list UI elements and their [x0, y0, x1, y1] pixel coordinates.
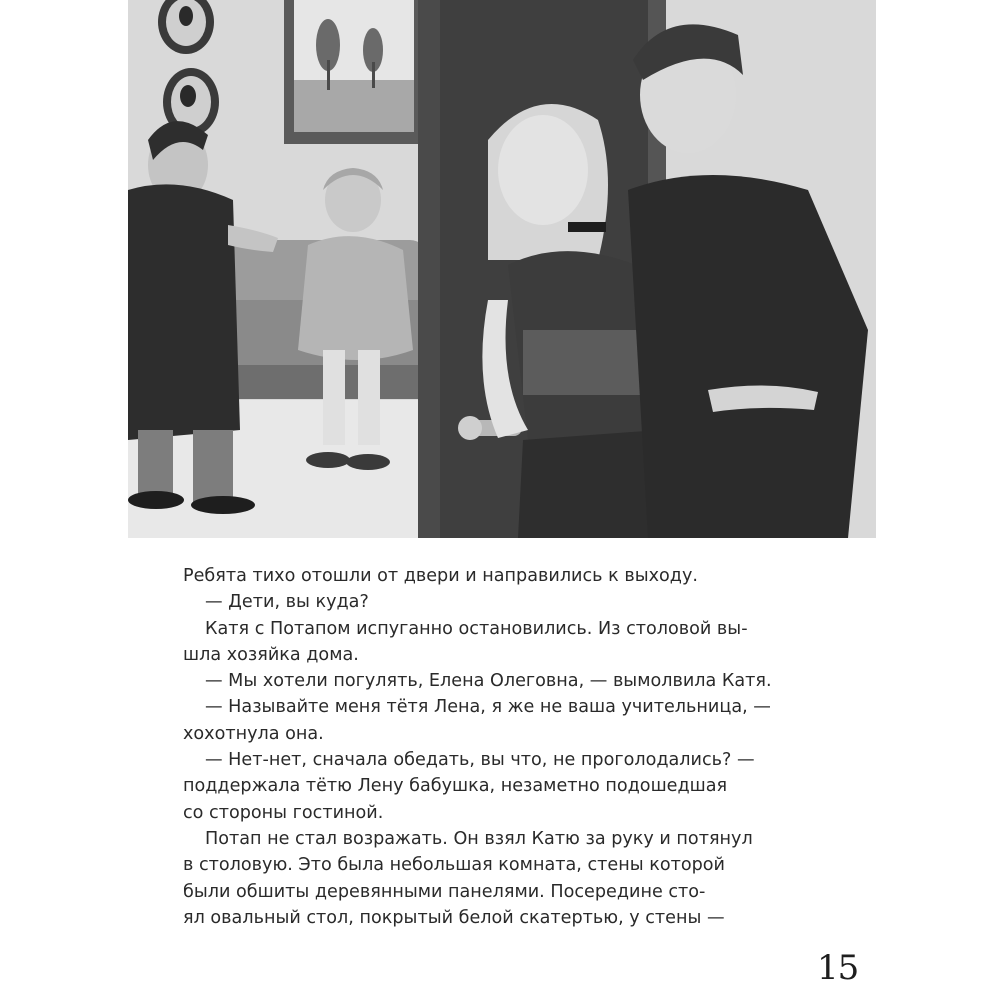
- illustration: [128, 0, 876, 538]
- paragraph-exit-door: [183, 563, 823, 589]
- paragraph-where-children: [183, 589, 823, 615]
- line: в столовую. Это была небольшая комната, стены которой: [183, 855, 725, 876]
- page-number: 15: [817, 948, 859, 988]
- line: ял овальный стол, покрытый белой скатертью, у стены —: [183, 907, 725, 928]
- line: поддержала тётю Лену бабушка, незаметно подошедшая: [183, 776, 728, 797]
- line: — Мы хотели погулять, Елена Олеговна, — вымолвила Катя.: [205, 671, 772, 692]
- story-text: [183, 563, 823, 931]
- paragraph-aunt-lena: [183, 694, 823, 747]
- line: Потап не стал возражать. Он взял Катю за руку и потянул: [205, 828, 753, 849]
- line: хохотнула она.: [183, 723, 324, 744]
- doorframe-left: [418, 0, 440, 538]
- paragraph-dining-room: [183, 826, 823, 931]
- line: — Дети, вы куда?: [205, 592, 369, 613]
- line: со стороны гостиной.: [183, 802, 384, 823]
- line: Ребята тихо отошли от двери и направились к выходу.: [183, 566, 698, 586]
- line: шла хозяйка дома.: [183, 644, 359, 665]
- paragraph-stopped: [183, 616, 823, 669]
- landscape-painting: [284, 0, 424, 144]
- paragraph-lunch-first: [183, 747, 823, 826]
- line: — Нет-нет, сначала обедать, вы что, не проголодались? —: [205, 750, 755, 771]
- paragraph-walk: [183, 668, 823, 694]
- line: были обшиты деревянными панелями. Посередине сто-: [183, 881, 706, 902]
- line: Катя с Потапом испуганно остановились. Из столовой вы-: [205, 618, 748, 639]
- line: — Называйте меня тётя Лена, я же не ваша учительница, —: [205, 697, 771, 718]
